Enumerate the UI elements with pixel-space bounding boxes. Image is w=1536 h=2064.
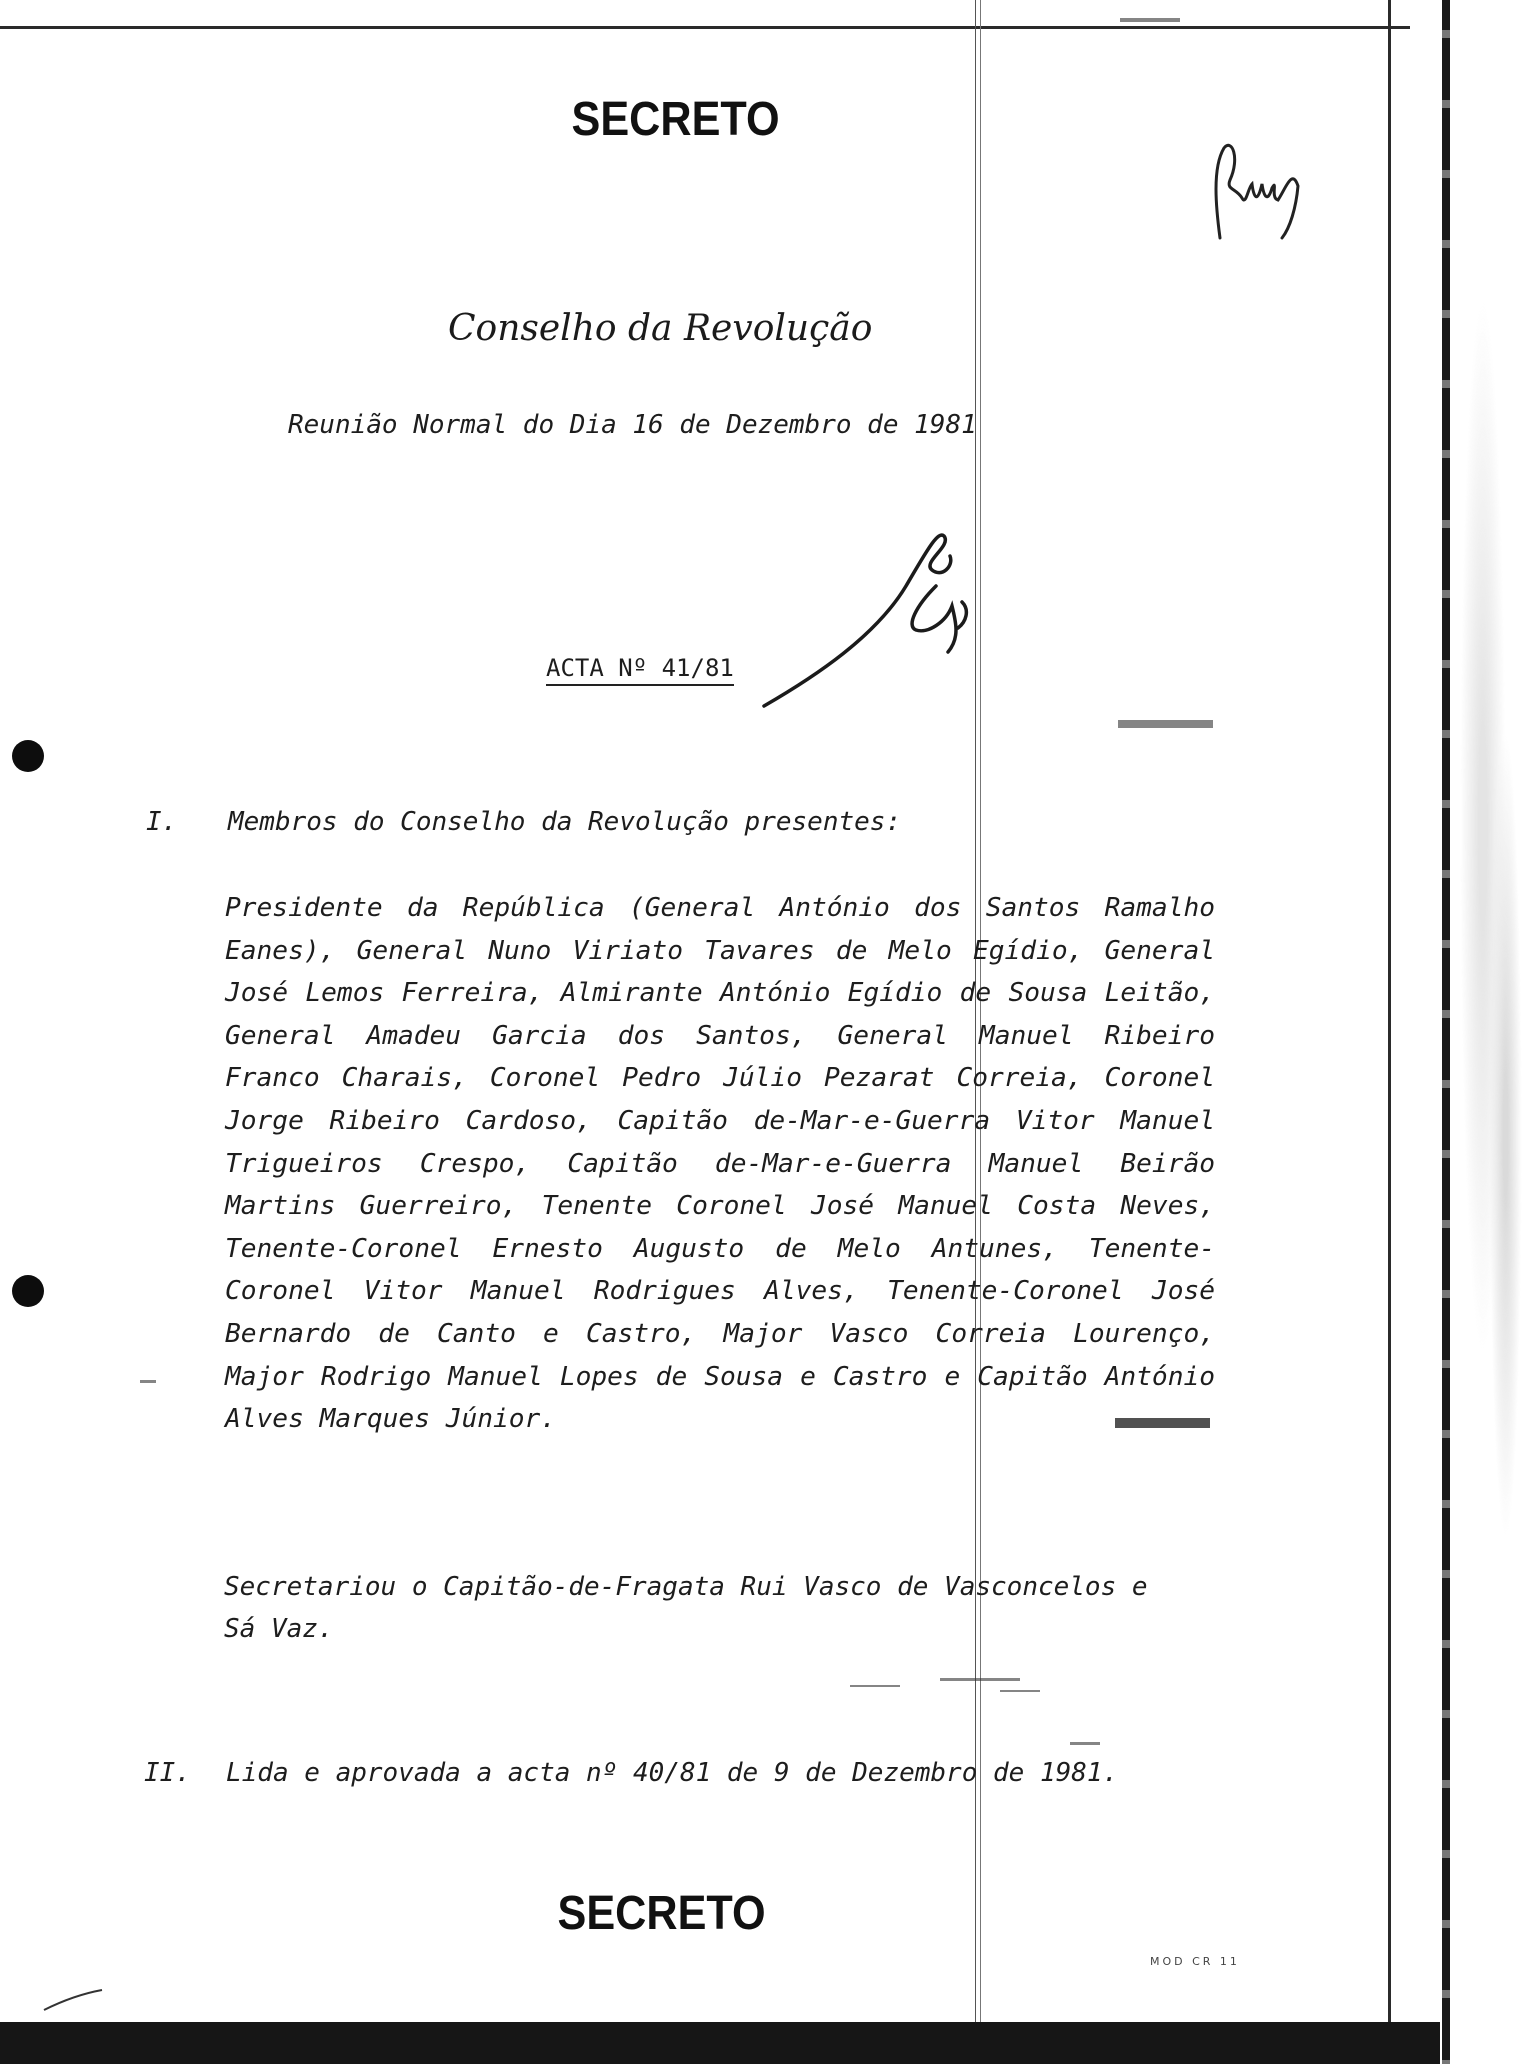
form-code: MOD CR 11 [1150,1955,1240,1968]
pen-mark [40,1984,110,2014]
section-2-numeral: II. [144,1758,191,1788]
scan-right-edge [1388,0,1391,2030]
scan-speck [140,1380,156,1383]
minutes-number: ACTA Nº 41/81 [546,654,734,686]
section-1-numeral: I. [146,807,178,837]
classification-stamp-bottom: SECRETO [557,1887,766,1940]
scan-speck [1000,1690,1040,1692]
punch-hole-lower [12,1275,44,1307]
meeting-date: Reunião Normal do Dia 16 de Dezembro de 1981 [288,410,977,440]
scan-speck [1120,18,1180,22]
scan-bottom-edge [0,2022,1440,2064]
scan-speck [850,1685,900,1687]
handwritten-initials [1206,128,1326,258]
scan-binding-edge [1442,0,1450,2064]
signature [756,526,986,716]
scan-top-edge [0,0,1410,29]
punch-hole-upper [12,740,44,772]
secretary-note: Secretariou o Capitão-de-Fragata Rui Vasco de Vasconcelos e Sá Vaz. [224,1572,1148,1644]
scan-speck [1070,1742,1100,1745]
section-2-text: Lida e aprovada a acta nº 40/81 de 9 de Dezembro de 1981. [226,1758,1119,1788]
section-1-heading: Membros do Conselho da Revolução presentes: [228,807,902,837]
members-list: Presidente da República (General António dos Santos Ramalho Eanes), General Nuno Viriato Tavares de Melo Egídio, General José Lemos Ferreira, Almirante António Egídio de Sousa Leitão, General Amadeu Garcia dos Santos, General Manuel Ribeiro Franco Charais, Coronel Pedro Júlio Pezarat Correia, Coronel Jorge Ribeiro Cardoso, Capitão de-Mar-e-Guerra Vitor Manuel Trigueiros Crespo, Capitão de-Mar-e-Guerra Manuel Beirão Martins Guerreiro, Tenente Coronel José Manuel Costa Neves, Tenente-Coronel Ernesto Augusto de Melo Antunes, Tenente-Coronel Vitor Manuel Rodrigues Alves, Tenente-Coronel José Bernardo de Canto e Castro, Major Vasco Correia Lourenço, Major Rodrigo Manuel Lopes de Sousa e Castro e Capitão António Alves Marques Júnior. [225,893,1215,1435]
scan-speck [940,1678,1020,1681]
institution-title: Conselho da Revolução [448,308,873,349]
scan-noise-margin [1460,0,1536,2064]
classification-stamp-top: SECRETO [571,93,780,146]
scan-speck [1118,720,1213,728]
